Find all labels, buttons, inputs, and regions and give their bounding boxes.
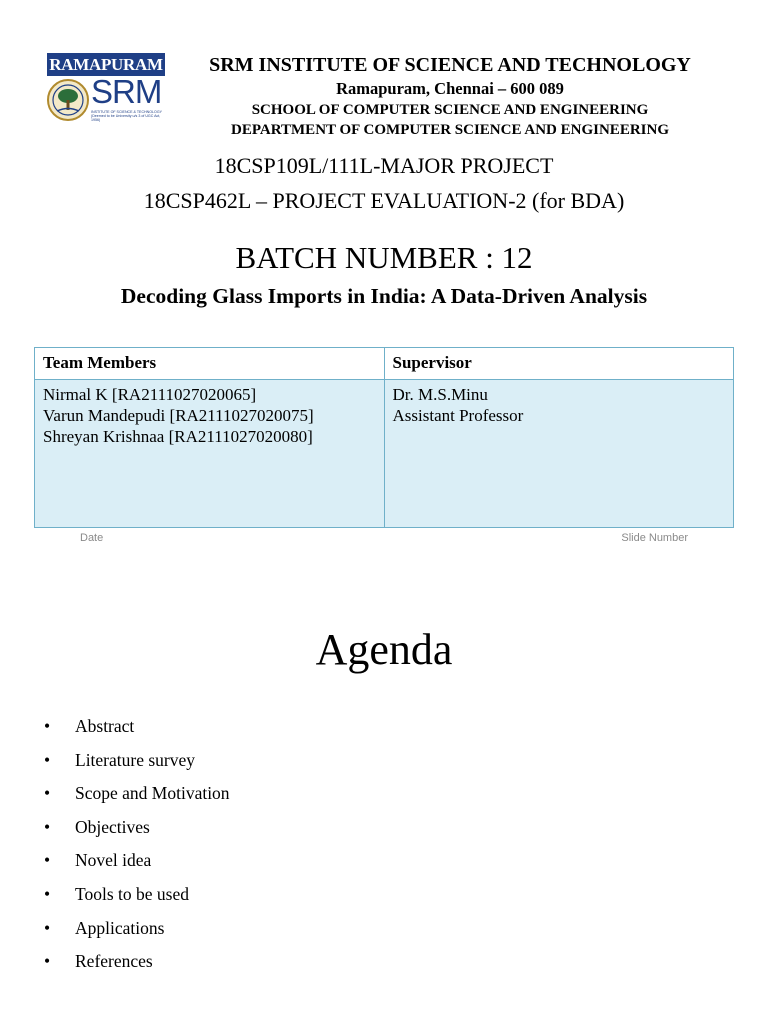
institution-address: Ramapuram, Chennai – 600 089: [336, 79, 564, 98]
logo-fine-print: INSTITUTE OF SCIENCE & TECHNOLOGY (Deemed to be University u/s 3 of UGC Act, 1956): [91, 110, 162, 123]
bullet-icon: •: [44, 783, 51, 804]
list-item: [44, 947, 230, 981]
logo-srm-mark: SRM: [91, 73, 162, 110]
supervisor-title: Assistant Professor: [392, 406, 524, 425]
list-item: [44, 880, 230, 914]
footer-slide-number: Slide Number: [621, 532, 688, 544]
bullet-icon: •: [44, 850, 51, 871]
bullet-icon: •: [44, 951, 51, 972]
agenda-item-label: Applications: [75, 917, 165, 938]
bullet-icon: •: [44, 883, 51, 904]
bullet-icon: •: [44, 917, 51, 938]
bullet-icon: •: [44, 749, 51, 770]
institution-name: SRM INSTITUTE OF SCIENCE AND TECHNOLOGY: [209, 54, 691, 76]
member-name: Nirmal K [RA2111027020065]: [43, 385, 257, 404]
agenda-item-label: Tools to be used: [75, 883, 189, 904]
list-item: [44, 846, 230, 880]
agenda-item-label: Novel idea: [75, 850, 152, 871]
list-item: [44, 712, 230, 746]
member-name: Shreyan Krishnaa [RA2111027020080]: [43, 427, 313, 446]
srm-logo: [47, 53, 165, 127]
department-name: DEPARTMENT OF COMPUTER SCIENCE AND ENGINEERING: [231, 122, 669, 138]
agenda-list: [44, 712, 230, 981]
course-line-1: 18CSP109L/111L-MAJOR PROJECT: [214, 153, 554, 178]
bullet-icon: •: [44, 716, 51, 736]
list-item: [44, 914, 230, 948]
table-row: [35, 380, 734, 528]
list-item: [44, 746, 230, 780]
agenda-title: Agenda: [315, 625, 453, 674]
project-title: Decoding Glass Imports in India: A Data-Driven Analysis: [120, 284, 648, 308]
team-members-cell: [35, 380, 385, 528]
member-name: Varun Mandepudi [RA2111027020075]: [43, 406, 314, 425]
school-name: SCHOOL OF COMPUTER SCIENCE AND ENGINEERING: [251, 102, 649, 118]
list-item: [44, 779, 230, 813]
bullet-icon: •: [44, 816, 51, 837]
footer-date: Date: [80, 532, 104, 544]
agenda-item-label: References: [75, 951, 153, 972]
supervisor-name: Dr. M.S.Minu: [392, 385, 488, 404]
tree-emblem-icon: [47, 78, 89, 122]
team-table: [34, 347, 734, 528]
course-line-2: 18CSP462L – PROJECT EVALUATION-2 (for BDA): [143, 188, 625, 213]
agenda-item-label: Abstract: [75, 716, 135, 736]
agenda-item-label: Objectives: [75, 816, 150, 837]
supervisor-header: Supervisor: [384, 348, 734, 380]
list-item: [44, 813, 230, 847]
agenda-item-label: Scope and Motivation: [75, 783, 230, 804]
batch-number: BATCH NUMBER : 12: [235, 240, 533, 275]
agenda-item-label: Literature survey: [75, 749, 196, 770]
supervisor-cell: [384, 380, 734, 528]
table-header-row: [35, 348, 734, 380]
team-members-header: Team Members: [35, 348, 385, 380]
logo-banner: RAMAPURAM: [47, 53, 165, 76]
